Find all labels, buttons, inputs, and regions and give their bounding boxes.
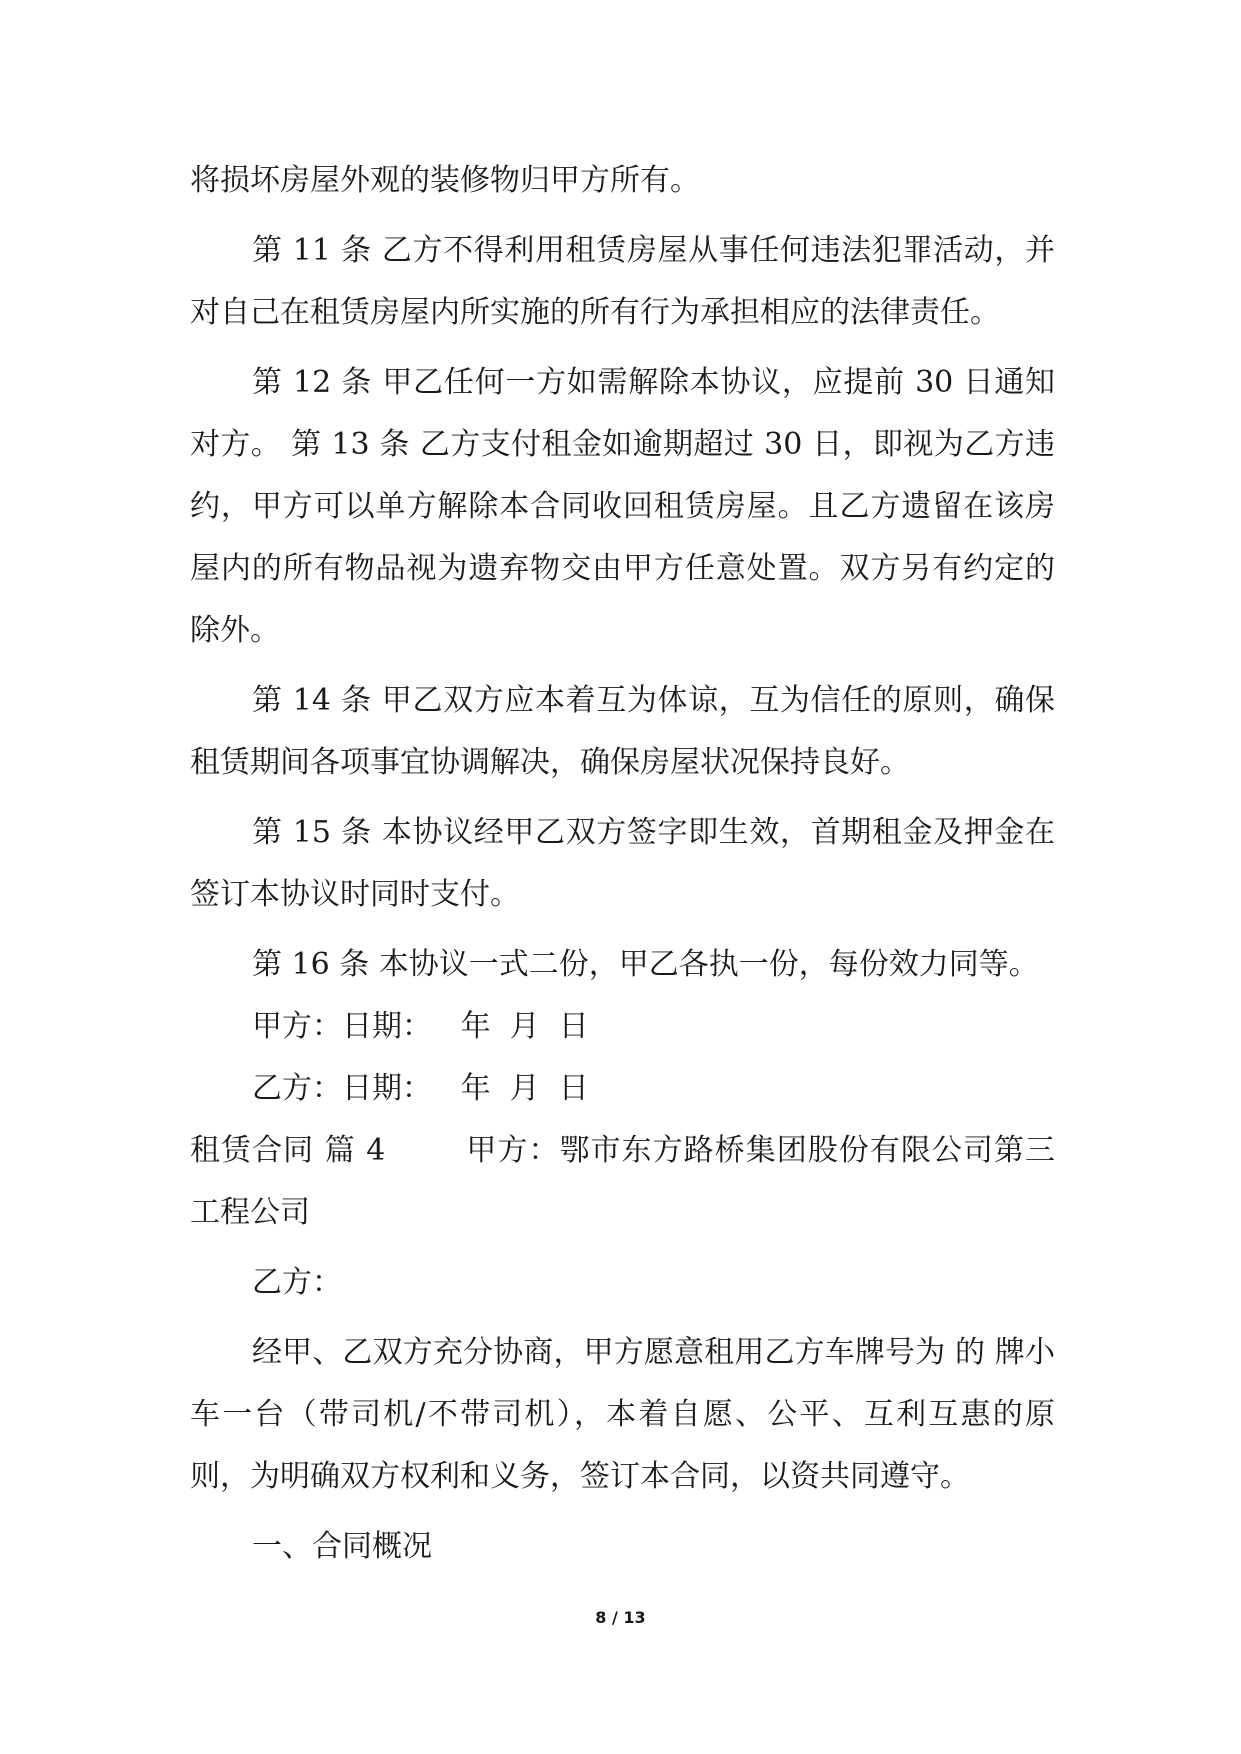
paragraph-article-12-13: 第 12 条 甲乙任何一方如需解除本协议，应提前 30 日通知对方。 第 13 条 乙方支付租金如逾期超过 30 日，即视为乙方违约，甲方可以单方解除本合同收回租赁房屋。且乙方遗留在该房屋内的所有物品视为遗弃物交由甲方任意处置。双方另有约定的除外。 xyxy=(190,365,1055,648)
paragraph-agreement-intro: 经甲、乙双方充分协商，甲方愿意租用乙方车牌号为 的 牌小车一台（带司机/不带司机），本着自愿、公平、互利互惠的原则，为明确双方权利和义务，签订本合同，以资共同遵守。 xyxy=(190,1335,1055,1494)
paragraph-article-16: 第 16 条 本协议一式二份，甲乙各执一份，每份效力同等。 xyxy=(252,947,1039,982)
paragraph-decoration-clause: 将损坏房屋外观的装修物归甲方所有。 xyxy=(190,163,700,198)
page-number: 8 / 13 xyxy=(595,1608,646,1627)
contract-heading xyxy=(190,1120,1055,1244)
paragraph-article-11: 第 11 条 乙方不得利用租赁房屋从事任何违法犯罪活动，并对自己在租赁房屋内所实施的所有行为承担相应的法律责任。 xyxy=(190,233,1055,330)
signature-party-b: 乙方：日期： 年 月 日 xyxy=(252,1071,589,1106)
section-heading-overview: 一、合同概况 xyxy=(252,1529,432,1564)
document-body xyxy=(190,150,1055,1578)
paragraph-article-14: 第 14 条 甲乙双方应本着互为体谅，互为信任的原则，确保租赁期间各项事宜协调解决，确保房屋状况保持良好。 xyxy=(190,683,1055,780)
signature-party-a: 甲方：日期： 年 月 日 xyxy=(252,1009,589,1044)
paragraph-article-15: 第 15 条 本协议经甲乙双方签字即生效，首期租金及押金在签订本协议时同时支付。 xyxy=(190,815,1055,912)
party-a-name: 甲方：鄂市东方路桥集团股份有限公司第三工程公司 xyxy=(190,1133,1055,1230)
party-b-label: 乙方： xyxy=(252,1265,342,1300)
contract-title: 租赁合同 篇 4 xyxy=(190,1133,386,1168)
